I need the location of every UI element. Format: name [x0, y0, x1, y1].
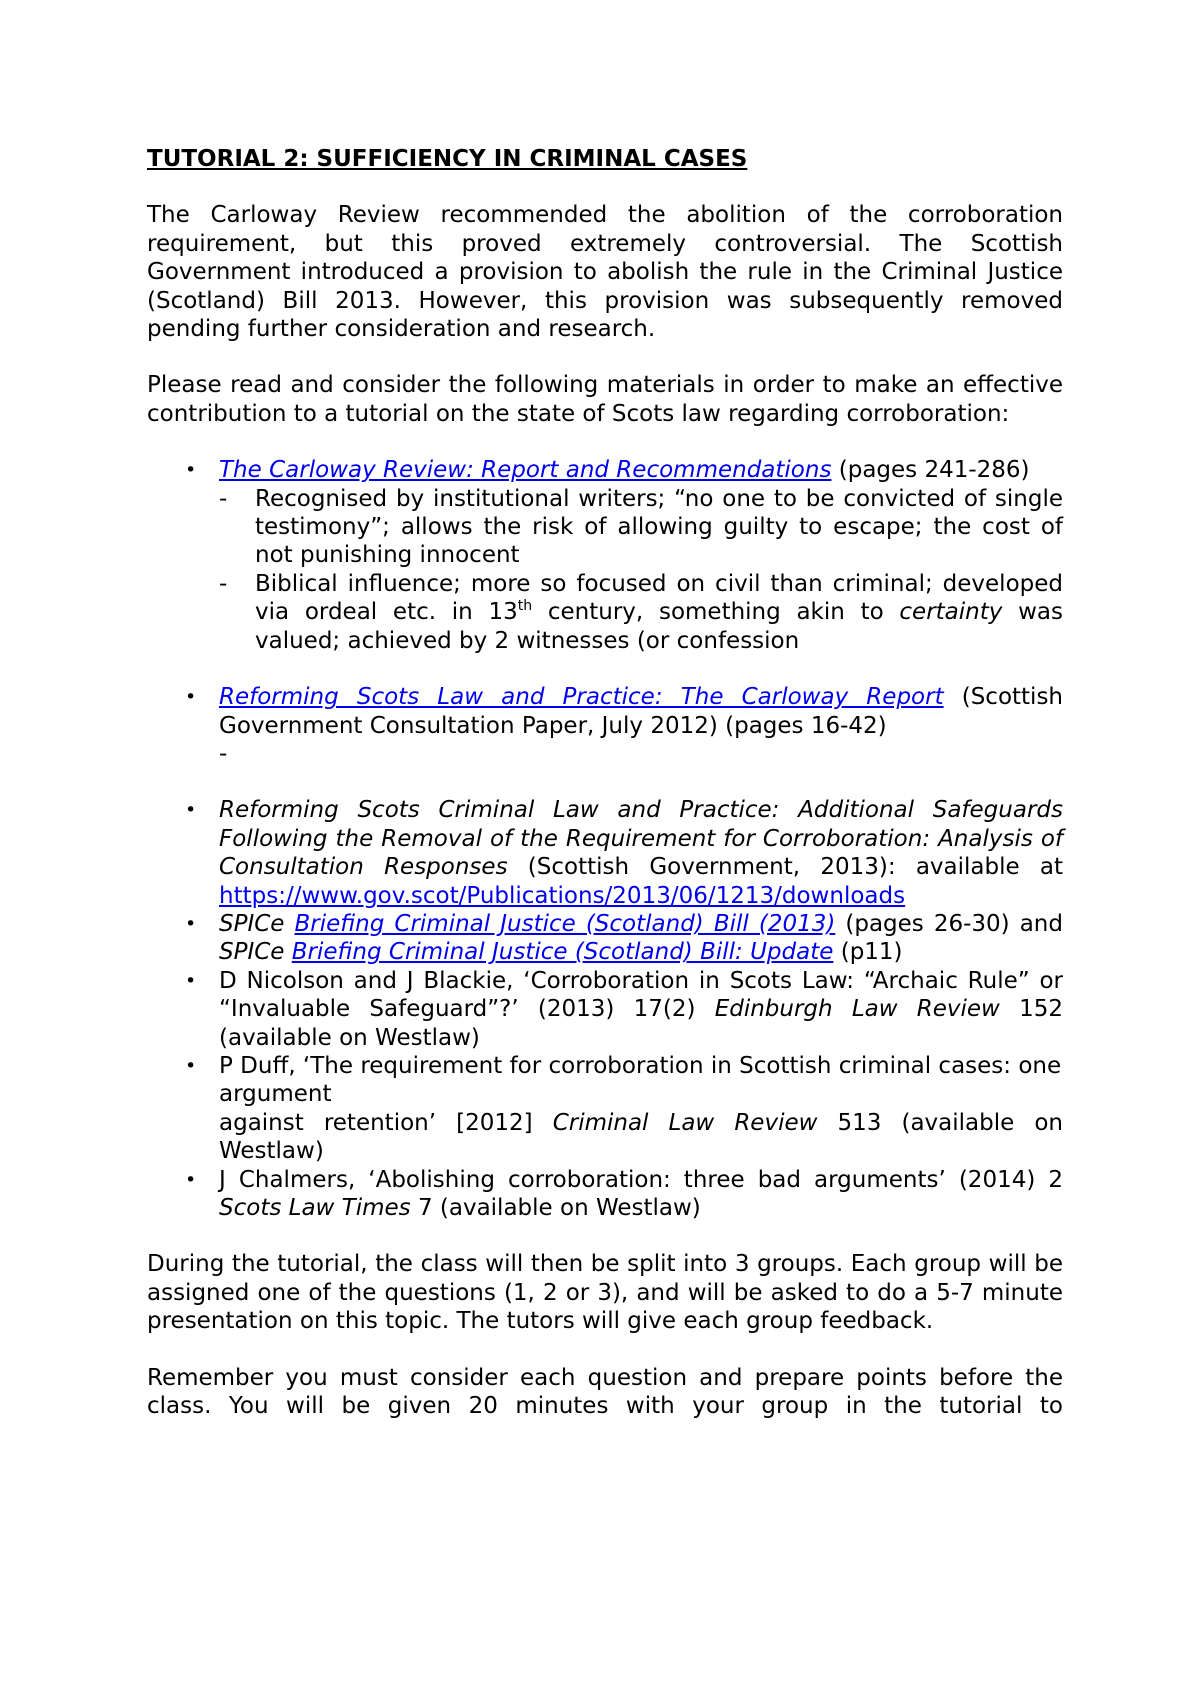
- reading-list: [147, 456, 1063, 1222]
- bullet-icon: •: [185, 1054, 197, 1077]
- reading-item-duff: • P Duff, ‘The requirement for corroboration in Scottish criminal cases: one argument against retention’ [2012] Criminal Law Review 513 (available on Westlaw): [185, 1052, 1063, 1165]
- reading-instructions: Please read and consider the following materials in order to make an effective contribution to a tutorial on the state of Scots law regarding corroboration:: [147, 372, 1063, 427]
- bullet-icon: •: [185, 912, 197, 935]
- spice-briefing-link[interactable]: Briefing Criminal Justice (Scotland) Bill (2013): [294, 910, 836, 937]
- carloway-report-link[interactable]: Reforming Scots Law and Practice: The Carloway Report: [219, 684, 944, 711]
- dash-icon: -: [219, 570, 228, 597]
- bullet-icon: •: [185, 799, 197, 822]
- empty-dash: -: [219, 740, 228, 767]
- dash-icon: -: [219, 485, 228, 512]
- spice-briefing-update-link[interactable]: Briefing Criminal Justice (Scotland) Bill: Update: [291, 939, 834, 966]
- tutorial-groups-paragraph: During the tutorial, the class will then be split into 3 groups. Each group will be assigned one of the questions (1, 2 or 3), and will be asked to do a 5-7 minute presentation on this topic. The tutors will give each group feedback.: [147, 1251, 1063, 1335]
- bullet-icon: •: [185, 969, 197, 992]
- reading-item-chalmers: • J Chalmers, ‘Abolishing corroboration: three bad arguments’ (2014) 2 Scots Law Times 7 (available on Westlaw): [185, 1166, 1063, 1221]
- note-item: - Biblical influence; more so focused on civil than criminal; developed via ordeal etc. in 13th century, something akin to certainty was valued; achieved by 2 witnesses (or confession: [219, 570, 1063, 654]
- bullet-icon: •: [185, 1168, 197, 1191]
- note-item: - Recognised by institutional writers; “no one to be convicted of single testimony”; allows the risk of allowing guilty to escape; the cost of not punishing innocent: [219, 485, 1063, 569]
- gov-scot-downloads-link[interactable]: https://www.gov.scot/Publications/2013/06/1213/downloads: [219, 882, 906, 909]
- reading-item-spice: • SPICe Briefing Criminal Justice (Scotland) Bill (2013) (pages 26-30) and SPICe Briefing Criminal Justice (Scotland) Bill: Update (p11): [185, 910, 1063, 966]
- reading-item-carloway-review: • The Carloway Review: Report and Recommendations (pages 241-286) - Recognised by institutional writers; “no one to be convicted of single testimony”; allows the risk of allowing guilty to escape; the cost of not punishing innocent - Biblical influence; more so focused on civil than criminal; developed via ordeal etc. in 13th century, something akin to certainty was valued; achieved by 2 witnesses (or confession: [185, 457, 1063, 654]
- document-body: [147, 145, 1063, 1420]
- bullet-icon: •: [185, 459, 197, 482]
- remember-paragraph: Remember you must consider each question and prepare points before the class. You will be given 20 minutes with your group in the tutorial to: [147, 1364, 1063, 1420]
- intro-paragraph: The Carloway Review recommended the abolition of the corroboration requirement, but this proved extremely controversial. The Scottish Government introduced a provision to abolish the rule in the Criminal Justice (Scotland) Bill 2013. However, this provision was subsequently removed pending further consideration and research.: [147, 202, 1063, 343]
- bullet-icon: •: [185, 686, 197, 709]
- reading-item-nicolson: • D Nicolson and J Blackie, ‘Corroboration in Scots Law: “Archaic Rule” or “Invaluable Safeguard”?’ (2013) 17(2) Edinburgh Law Review 152 (available on Westlaw): [185, 967, 1063, 1051]
- reading-item-consultation-paper: • Reforming Scots Law and Practice: The Carloway Report (Scottish Government Consultation Paper, July 2012) (pages 16-42) -: [185, 684, 1063, 767]
- notes-list: [219, 485, 1063, 655]
- page-title: TUTORIAL 2: SUFFICIENCY IN CRIMINAL CASES: [147, 146, 748, 172]
- carloway-review-link[interactable]: The Carloway Review: Report and Recommendations: [219, 457, 832, 484]
- reading-item-analysis: • Reforming Scots Criminal Law and Practice: Additional Safeguards Following the Removal of the Requirement for Corroboration: Analysis of Consultation Responses (Scottish Government, 2013): available at https://www.gov.scot/Publications/2013/06/1213/downloads: [185, 797, 1064, 909]
